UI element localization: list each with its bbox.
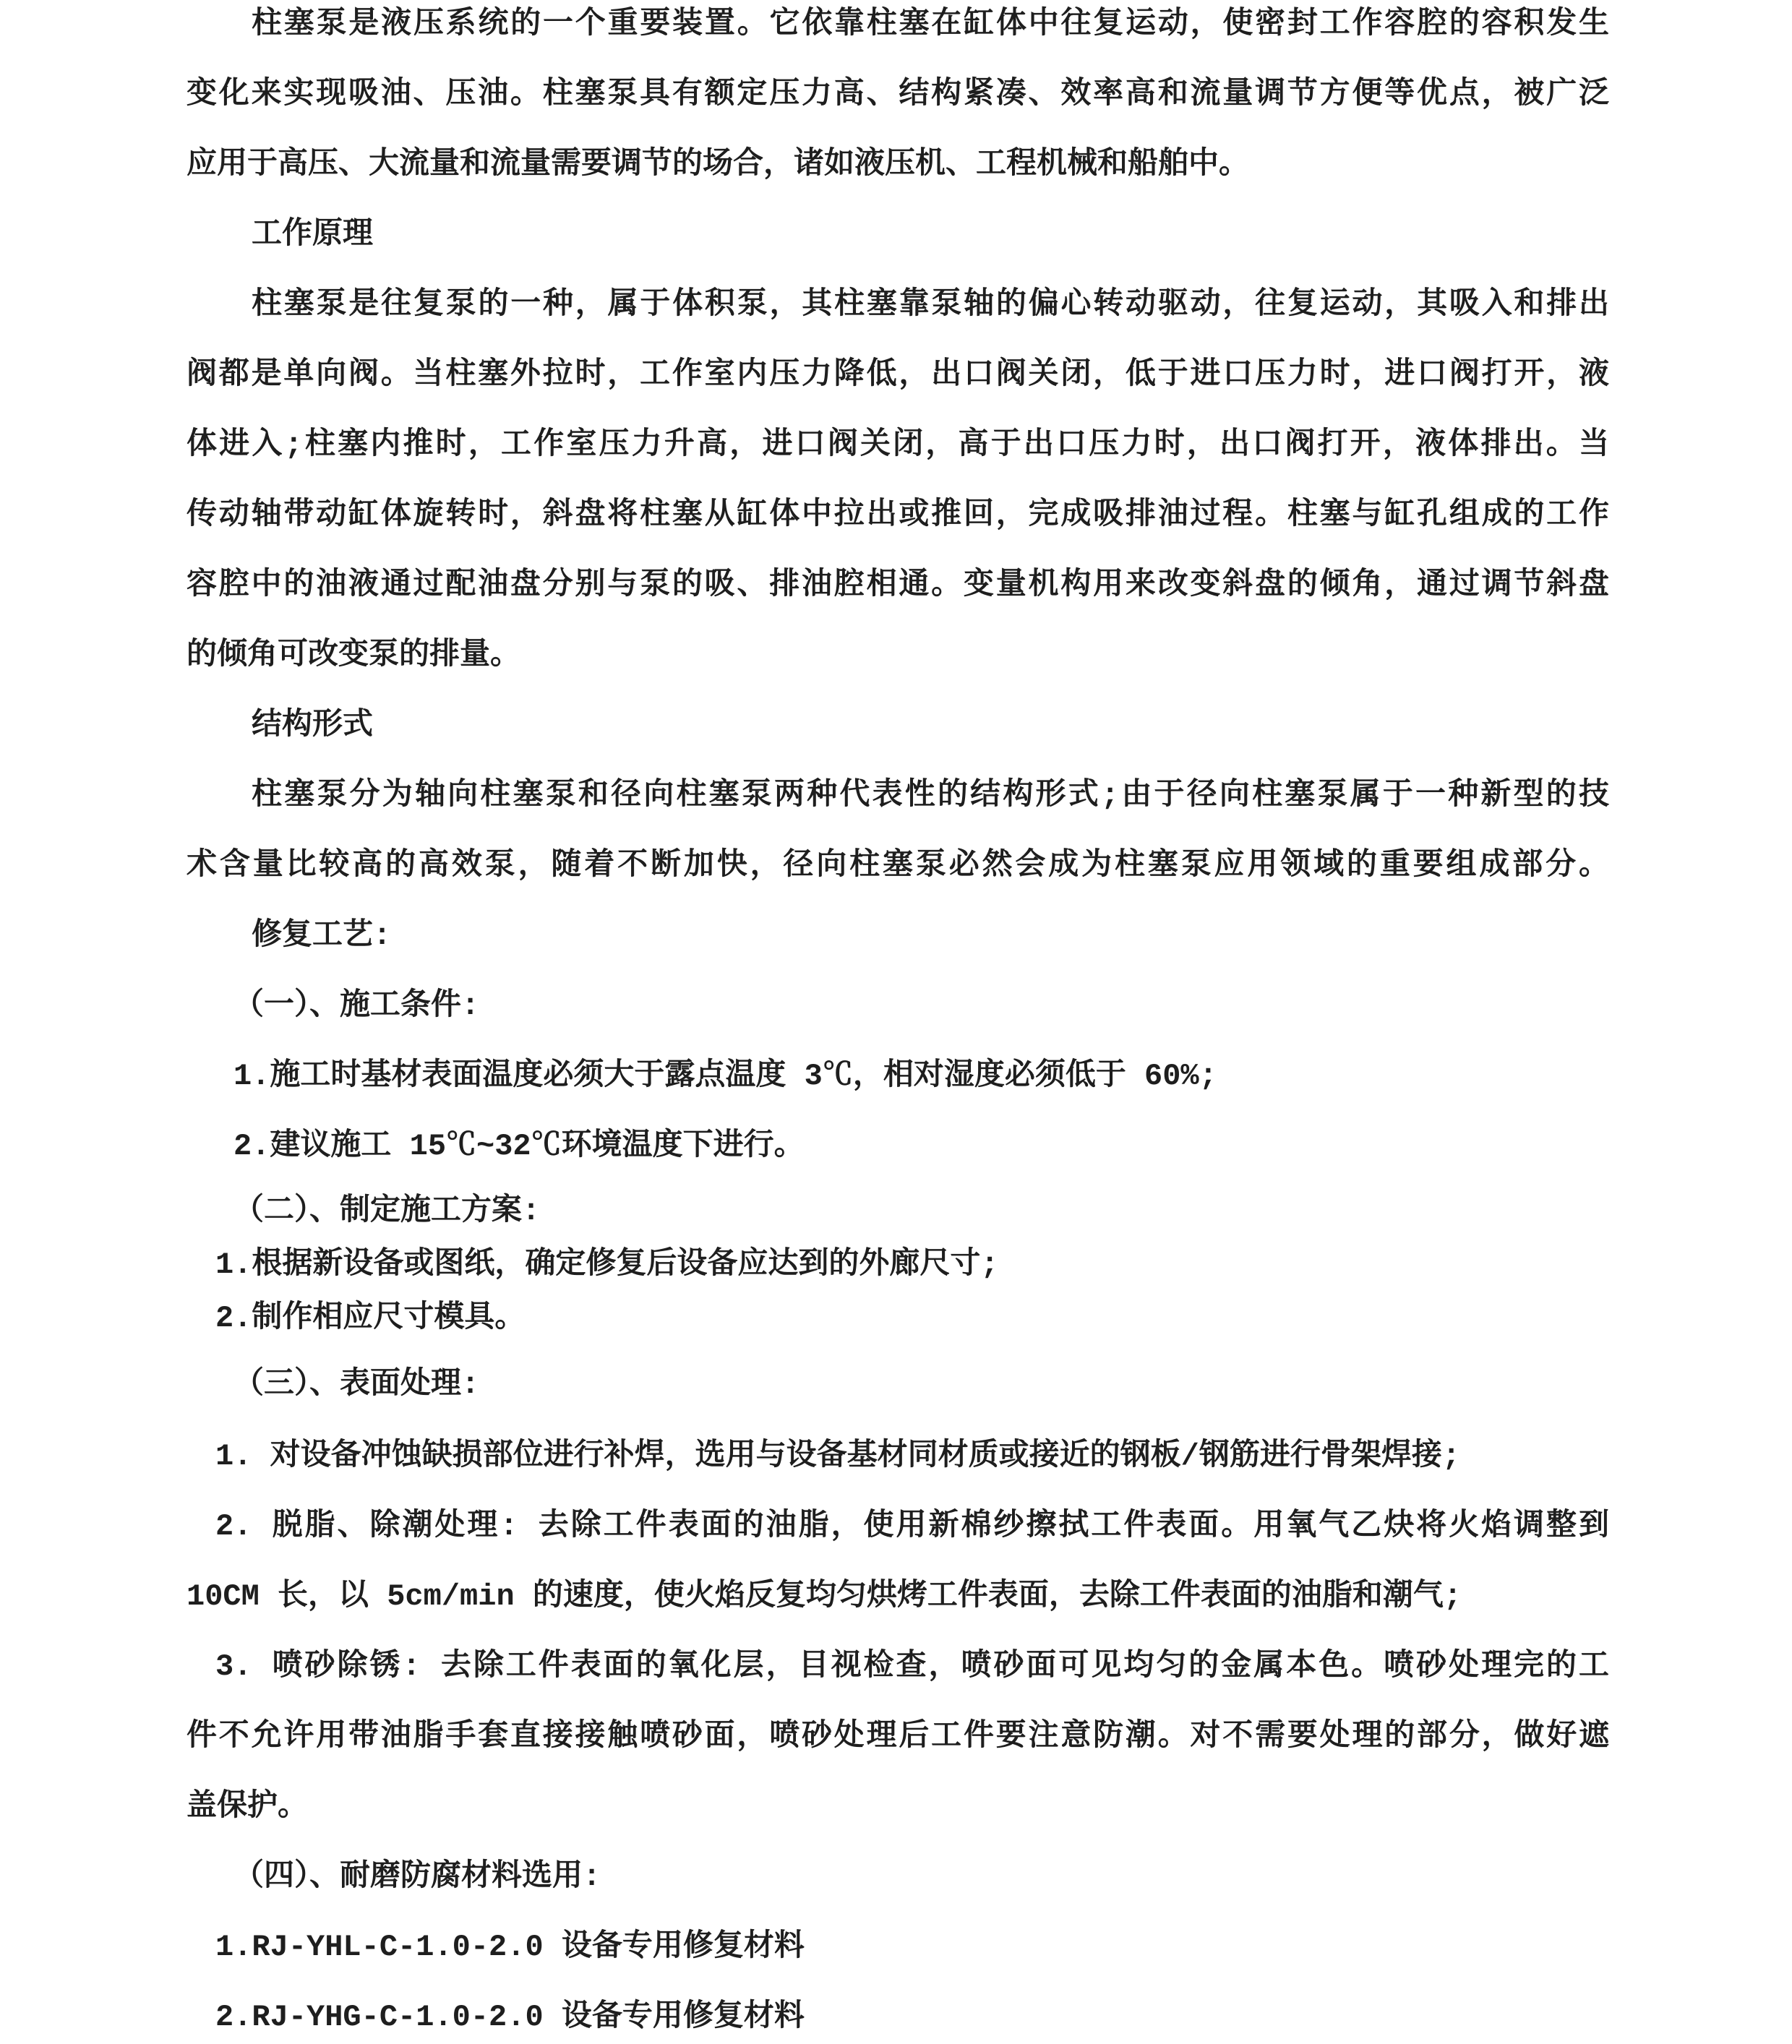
section-surface-treatment: （三）、表面处理: bbox=[233, 1367, 480, 1402]
para-intro-line: 柱塞泵是液压系统的一个重要装置。它依靠柱塞在缸体中往复运动，使密封工作容腔的容积发生 bbox=[252, 7, 1609, 42]
heading-structure-type: 结构形式 bbox=[252, 708, 374, 743]
list-item: 1.根据新设备或图纸，确定修复后设备应达到的外廊尺寸; bbox=[215, 1248, 999, 1282]
list-item: 1.RJ-YHL-C-1.0-2.0 设备专用修复材料 bbox=[215, 1930, 805, 1964]
list-item: 1. 对设备冲蚀缺损部位进行补焊，选用与设备基材同材质或接近的钢板/钢筋进行骨架焊接; bbox=[215, 1439, 1461, 1474]
list-item: 2.建议施工 15℃~32℃环境温度下进行。 bbox=[233, 1129, 805, 1164]
para-principle-line: 容腔中的油液通过配油盘分别与泵的吸、排油腔相通。变量机构用来改变斜盘的倾角，通过调节斜盘 bbox=[187, 568, 1609, 603]
document-body bbox=[187, 0, 1609, 2044]
para-principle-line: 体进入;柱塞内推时，工作室压力升高，进口阀关闭，高于出口压力时，出口阀打开，液体排出。当 bbox=[187, 428, 1609, 463]
para-principle-line: 阀都是单向阀。当柱塞外拉时，工作室内压力降低，出口阀关闭，低于进口压力时，进口阀打开，液 bbox=[187, 358, 1609, 392]
list-item: 3. 喷砂除锈: 去除工件表面的氧化层，目视检查，喷砂面可见均匀的金属本色。喷砂处理完的工 bbox=[215, 1649, 1609, 1684]
list-item: 2.制作相应尺寸模具。 bbox=[215, 1301, 526, 1336]
para-intro-line: 变化来实现吸油、压油。柱塞泵具有额定压力高、结构紧凑、效率高和流量调节方便等优点，被广泛 bbox=[187, 77, 1609, 112]
para-intro-line: 应用于高压、大流量和流量需要调节的场合，诸如液压机、工程机械和船舶中。 bbox=[187, 147, 1250, 182]
para-principle-line: 柱塞泵是往复泵的一种，属于体积泵，其柱塞靠泵轴的偏心转动驱动，往复运动，其吸入和排出 bbox=[252, 288, 1609, 322]
list-item: 1.施工时基材表面温度必须大于露点温度 3℃，相对湿度必须低于 60%; bbox=[233, 1059, 1217, 1094]
section-construction-plan: （二）、制定施工方案: bbox=[233, 1194, 541, 1229]
list-item-continuation: 件不允许用带油脂手套直接接触喷砂面，喷砂处理后工件要注意防潮。对不需要处理的部分，做好遮 bbox=[187, 1719, 1609, 1754]
section-construction-conditions: （一）、施工条件: bbox=[233, 989, 480, 1023]
heading-working-principle: 工作原理 bbox=[252, 218, 374, 252]
para-principle-line: 传动轴带动缸体旋转时，斜盘将柱塞从缸体中拉出或推回，完成吸排油过程。柱塞与缸孔组成的工作 bbox=[187, 498, 1609, 533]
para-principle-line: 的倾角可改变泵的排量。 bbox=[187, 638, 521, 673]
list-item: 2.RJ-YHG-C-1.0-2.0 设备专用修复材料 bbox=[215, 2000, 805, 2035]
section-material-selection: （四）、耐磨防腐材料选用: bbox=[233, 1860, 601, 1894]
heading-repair-process: 修复工艺: bbox=[252, 919, 392, 953]
para-structure-line: 柱塞泵分为轴向柱塞泵和径向柱塞泵两种代表性的结构形式;由于径向柱塞泵属于一种新型的技 bbox=[252, 778, 1609, 813]
list-item-continuation: 盖保护。 bbox=[187, 1790, 309, 1824]
list-item-continuation: 10CM 长，以 5cm/min 的速度，使火焰反复均匀烘烤工件表面，去除工件表面的油脂和潮气; bbox=[187, 1579, 1462, 1614]
list-item: 2. 脱脂、除潮处理: 去除工件表面的油脂，使用新棉纱擦拭工件表面。用氧气乙炔将火焰调整到 bbox=[215, 1509, 1609, 1544]
para-structure-line: 术含量比较高的高效泵，随着不断加快，径向柱塞泵必然会成为柱塞泵应用领域的重要组成部分。 bbox=[187, 849, 1609, 883]
